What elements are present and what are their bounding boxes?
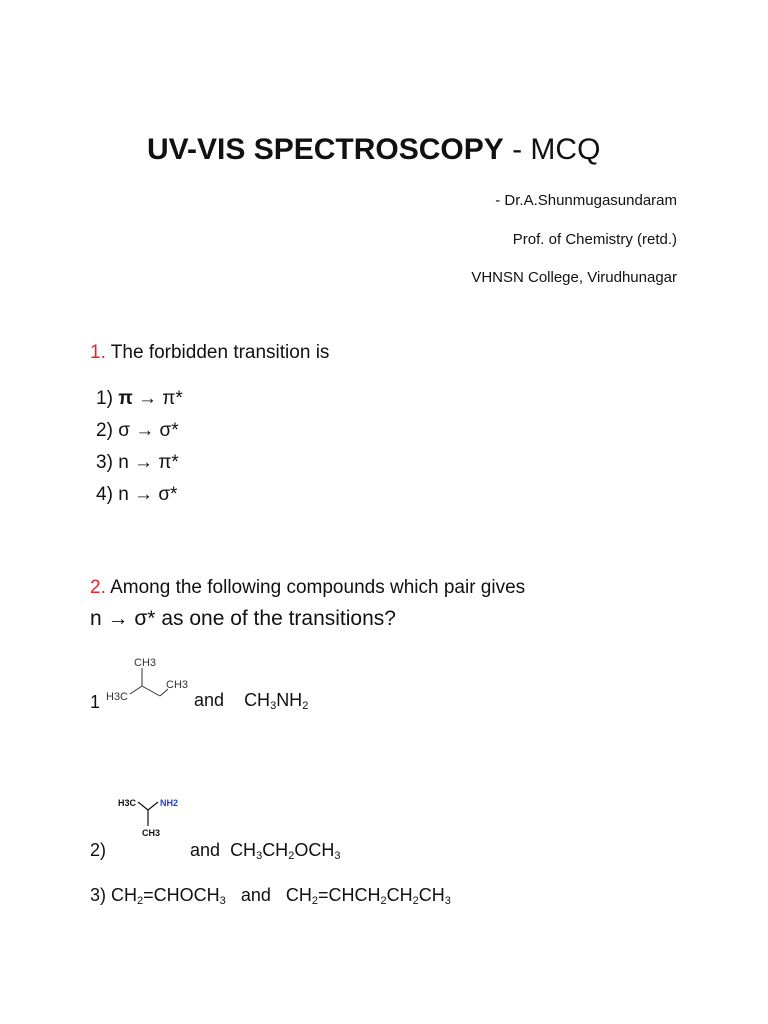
formula-part: CH	[244, 690, 271, 710]
q2-option-3	[90, 882, 451, 908]
q1-option-1	[96, 383, 183, 415]
formula-sub: 2	[311, 895, 318, 907]
title-bold: UV-VIS SPECTROSCOPY	[147, 133, 504, 166]
arrow-icon: →	[128, 484, 159, 505]
isopropylamine-structure-icon	[112, 790, 192, 840]
option-to: π*	[162, 388, 183, 409]
option-prefix: 2)	[96, 420, 119, 441]
label-right: NH2	[160, 798, 179, 808]
arrow-icon: →	[129, 420, 160, 441]
option-prefix: 1)	[96, 388, 119, 409]
question-number: 1.	[90, 342, 106, 363]
formula-part: =CHCH	[318, 885, 381, 905]
formula-part: OCH	[294, 840, 335, 860]
bond-line	[142, 686, 160, 696]
formula-sub: 2	[302, 700, 309, 712]
formula-sub: 2	[412, 895, 419, 907]
question-1	[90, 340, 329, 366]
label-left: H3C	[118, 798, 137, 808]
option-to: σ*	[158, 484, 178, 505]
formula-part: CH	[262, 840, 289, 860]
bond-line	[138, 802, 148, 810]
and-label: and	[194, 690, 225, 710]
formula-sub: 3	[444, 895, 451, 907]
arrow-icon: →	[132, 388, 163, 409]
label-bottom: CH3	[142, 828, 161, 838]
option-from: π	[118, 388, 133, 409]
arrow-icon: →	[128, 452, 159, 473]
label-left: H3C	[106, 691, 129, 703]
option-prefix: 3)	[96, 452, 119, 473]
formula-part: NH	[276, 690, 303, 710]
formula-part: CH	[111, 885, 138, 905]
author-name: - Dr.A.Shunmugasundaram	[495, 192, 677, 209]
compound-ch3ch2och3	[230, 840, 340, 860]
option-from: σ	[118, 420, 130, 441]
formula-sub: 3	[334, 850, 341, 862]
formula-part: CH	[386, 885, 413, 905]
q2-option-1-text	[194, 687, 308, 713]
q1-option-2	[96, 415, 179, 447]
bond-line	[130, 686, 142, 694]
title-rest: - MCQ	[503, 133, 601, 166]
q1-option-4	[96, 479, 177, 511]
formula-sub: 3	[219, 895, 226, 907]
formula-part: CH	[230, 840, 257, 860]
formula-part: CH	[285, 885, 312, 905]
option-to: π*	[158, 452, 179, 473]
bond-line	[148, 802, 158, 810]
question-text: Among the following compounds which pair gives	[105, 577, 526, 598]
q2-option-2-number: 2)	[90, 840, 107, 860]
label-right: CH3	[166, 679, 189, 691]
compound-ch3nh2	[244, 690, 308, 710]
formula-sub: 3	[270, 700, 277, 712]
option-from: n	[118, 452, 129, 473]
formula-sub: 3	[256, 850, 263, 862]
option-to: σ*	[159, 420, 179, 441]
formula-sub: 2	[137, 895, 144, 907]
question-2-line-2: n → σ* as one of the transitions?	[90, 607, 396, 630]
q1-option-3	[96, 447, 179, 479]
compound-b	[286, 885, 451, 905]
option-prefix: 4)	[96, 484, 119, 505]
formula-sub: 2	[288, 850, 295, 862]
label-top: CH3	[134, 657, 157, 669]
isobutane-structure-icon	[100, 652, 195, 707]
formula-part: =CHOCH	[143, 885, 220, 905]
q2-option-1-number: 1	[90, 692, 101, 712]
question-number: 2.	[90, 577, 106, 598]
compound-a	[111, 885, 226, 905]
and-label: and	[190, 840, 221, 860]
question-text: The forbidden transition is	[105, 342, 330, 363]
formula-sub: 2	[380, 895, 387, 907]
page-title	[147, 130, 600, 170]
option-from: n	[118, 484, 129, 505]
option-number: 3)	[90, 885, 107, 905]
q2-option-2-text	[190, 837, 340, 863]
formula-part: CH	[418, 885, 445, 905]
author-institution: VHNSN College, Virudhunagar	[471, 269, 677, 286]
question-2	[90, 575, 525, 601]
author-position: Prof. of Chemistry (retd.)	[512, 231, 677, 248]
and-label: and	[240, 885, 271, 905]
